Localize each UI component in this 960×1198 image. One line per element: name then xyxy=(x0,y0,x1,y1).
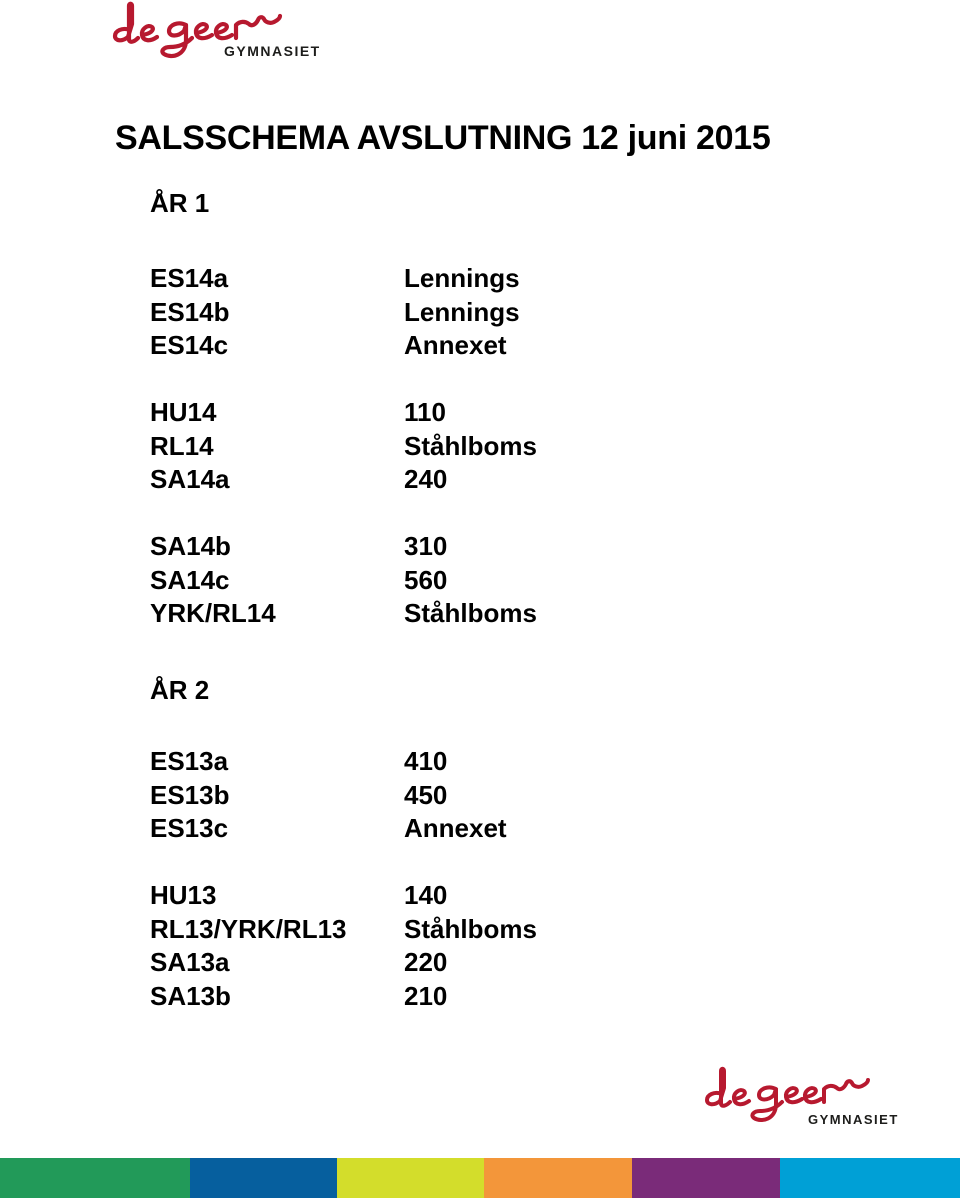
room-name: 560 xyxy=(404,564,448,595)
page-title: SALSSCHEMA AVSLUTNING 12 juni 2015 xyxy=(115,119,771,157)
schedule-row xyxy=(150,530,650,564)
room-name: Lennings xyxy=(404,296,520,327)
class-name: SA14b xyxy=(150,531,231,562)
class-name: RL14 xyxy=(150,430,214,461)
logo-wordmark: GYMNASIET xyxy=(808,1112,899,1127)
schedule-row xyxy=(150,946,650,980)
schedule-row xyxy=(150,329,650,363)
color-stripe-green xyxy=(0,1158,190,1198)
class-group xyxy=(150,879,650,1013)
color-stripe-cyan xyxy=(780,1158,960,1198)
group-spacer xyxy=(150,363,650,397)
schedule-row xyxy=(150,564,650,598)
class-name: ES13b xyxy=(150,779,230,810)
schedule-row xyxy=(150,879,650,913)
class-name: SA14c xyxy=(150,564,230,595)
de-geer-gymnasiet-logo-footer xyxy=(704,1066,909,1132)
schedule-row xyxy=(150,262,650,296)
schedule-row xyxy=(150,430,650,464)
color-stripe-blue xyxy=(190,1158,337,1198)
room-name: 140 xyxy=(404,880,448,911)
schedule-row xyxy=(150,396,650,430)
class-name: SA14a xyxy=(150,464,230,495)
class-group xyxy=(150,262,650,363)
section-year-2 xyxy=(150,677,650,1013)
schedule-row xyxy=(150,980,650,1014)
schedule-row xyxy=(150,745,650,779)
schedule-row xyxy=(150,913,650,947)
schedule-row xyxy=(150,812,650,846)
class-group xyxy=(150,745,650,846)
section-heading: ÅR 1 xyxy=(150,188,210,218)
group-spacer xyxy=(150,497,650,531)
footer-color-bar xyxy=(0,1158,960,1198)
room-name: Annexet xyxy=(404,330,507,361)
room-name: Ståhlboms xyxy=(404,598,537,629)
de-geer-gymnasiet-logo xyxy=(112,0,332,62)
logo-wordmark: GYMNASIET xyxy=(224,43,321,59)
group-spacer xyxy=(150,846,650,880)
room-name: Ståhlboms xyxy=(404,913,537,944)
class-name: ES13a xyxy=(150,746,229,777)
class-name: RL13/YRK/RL13 xyxy=(150,913,347,944)
room-name: Ståhlboms xyxy=(404,430,537,461)
section-year-1 xyxy=(150,190,650,631)
room-name: 310 xyxy=(404,531,448,562)
class-name: YRK/RL14 xyxy=(150,598,276,629)
room-name: 450 xyxy=(404,779,448,810)
section-heading: ÅR 2 xyxy=(150,675,210,705)
class-name: HU13 xyxy=(150,880,217,911)
room-name: Annexet xyxy=(404,813,507,844)
class-name: SA13a xyxy=(150,947,230,978)
class-name: ES14b xyxy=(150,296,230,327)
class-name: ES13c xyxy=(150,813,229,844)
room-name: 240 xyxy=(404,464,448,495)
room-name: 220 xyxy=(404,947,448,978)
room-name: 210 xyxy=(404,980,448,1011)
room-name: Lennings xyxy=(404,263,520,294)
class-name: ES14c xyxy=(150,330,229,361)
schedule-row xyxy=(150,296,650,330)
schedule-row xyxy=(150,779,650,813)
class-name: SA13b xyxy=(150,980,231,1011)
class-name: HU14 xyxy=(150,397,217,428)
class-name: ES14a xyxy=(150,263,229,294)
color-stripe-purple xyxy=(632,1158,780,1198)
room-name: 410 xyxy=(404,746,448,777)
class-group xyxy=(150,530,650,631)
class-group xyxy=(150,396,650,497)
schedule-row xyxy=(150,597,650,631)
color-stripe-lime xyxy=(337,1158,484,1198)
schedule-row xyxy=(150,463,650,497)
color-stripe-orange xyxy=(484,1158,632,1198)
room-name: 110 xyxy=(404,397,446,428)
